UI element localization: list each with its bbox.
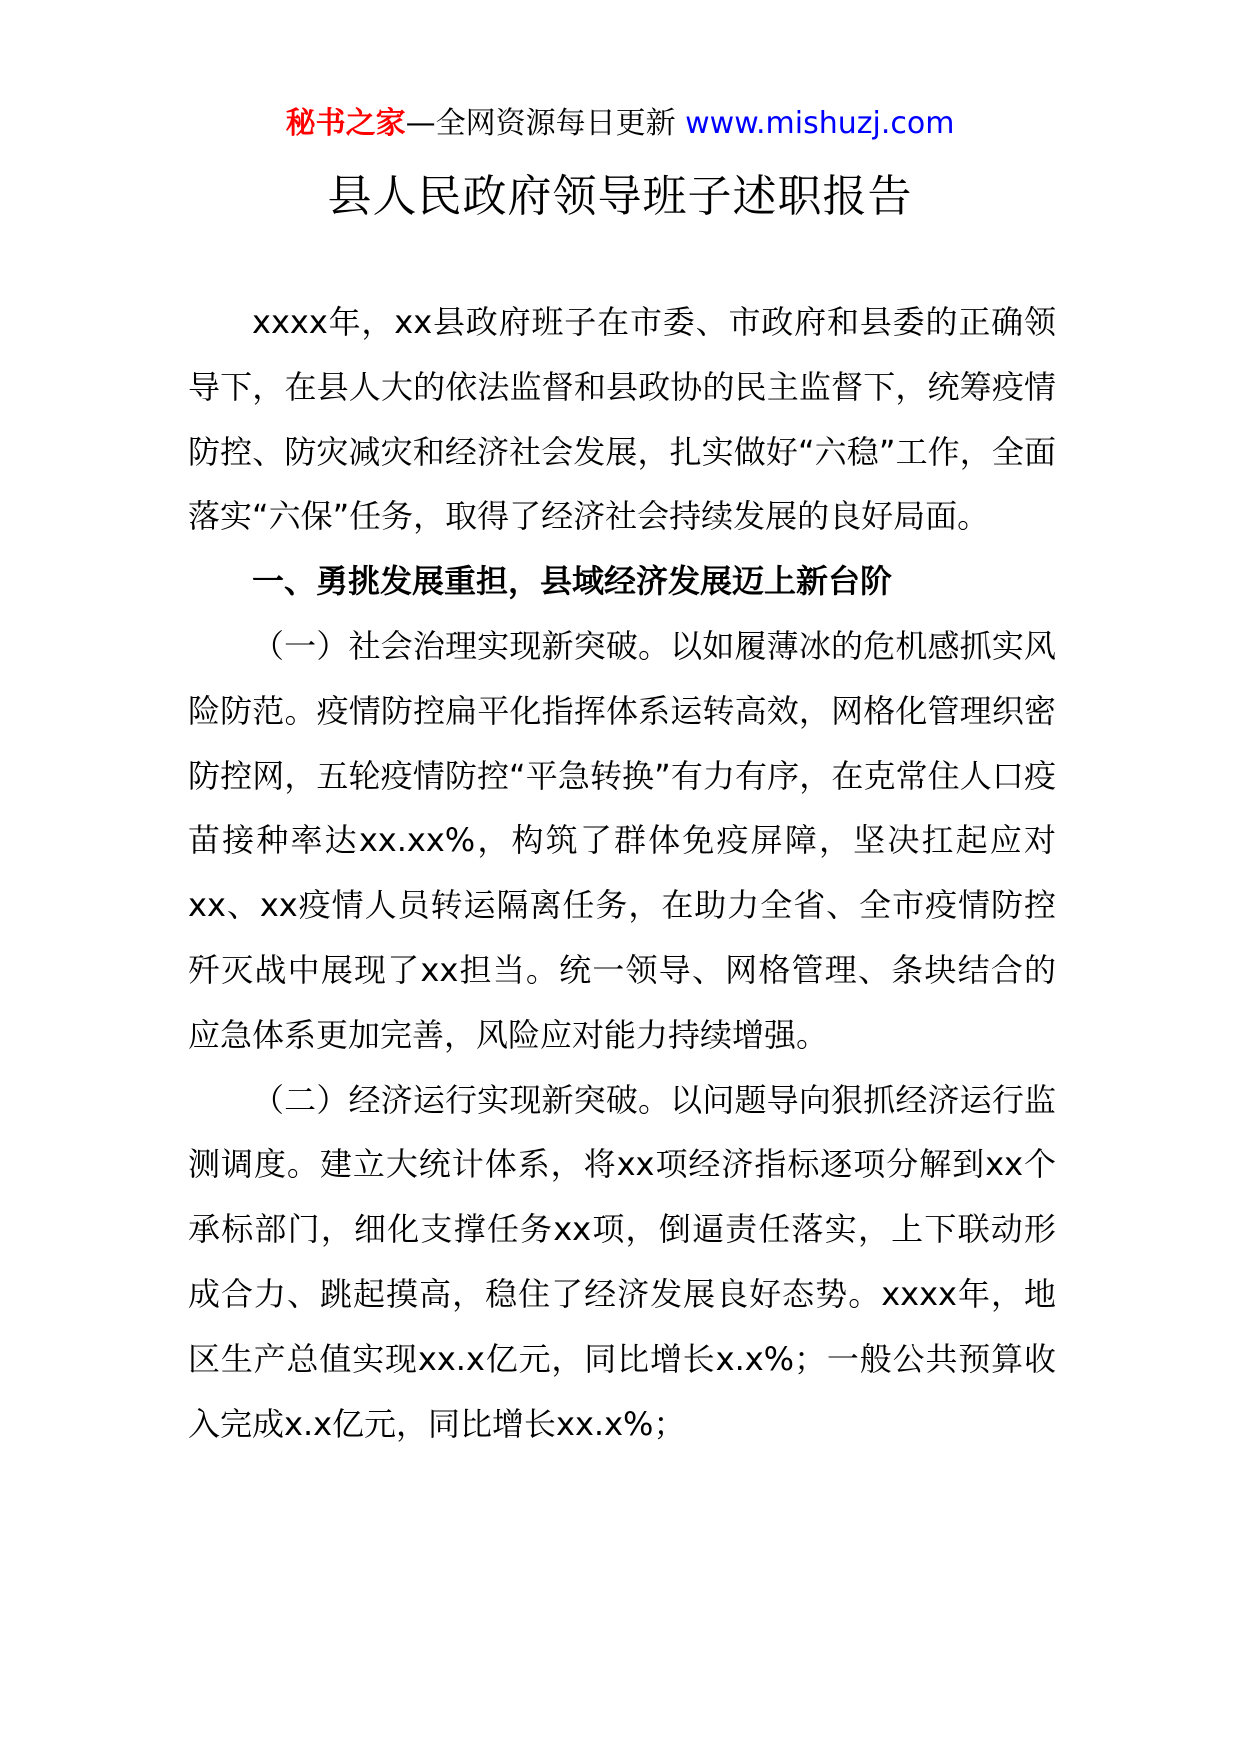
paragraph-social-governance: （一）社会治理实现新突破。以如履薄冰的危机感抓实风险防范。疫情防控扁平化指挥体系运转高效，网格化管理织密防控网，五轮疫情防控“平急转换”有力有序，在克常住人口疫苗接种率达xx.xx%，构筑了群体免疫屏障，坚决扛起应对xx、xx疫情人员转运隔离任务，在助力全省、全市疫情防控歼灭战中展现了xx担当。统一领导、网格管理、条块结合的应急体系更加完善，风险应对能力持续增强。 xyxy=(188,626,1056,1054)
document-title: 县人民政府领导班子述职报告 xyxy=(327,171,913,222)
site-brand: 秘书之家 xyxy=(285,106,406,141)
site-tagline: —全网资源每日更新 xyxy=(405,106,686,141)
site-header xyxy=(0,102,1240,146)
document-body xyxy=(188,290,1056,1456)
section-heading-1: 一、勇挑发展重担，县域经济发展迈上新台阶 xyxy=(252,562,893,601)
site-url-link[interactable]: www.mishuzj.com xyxy=(685,106,955,141)
intro-paragraph: xxxx年，xx县政府班子在市委、市政府和县委的正确领导下，在县人大的依法监督和县政协的民主监督下，统筹疫情防控、防灾减灾和经济社会发展，扎实做好“六稳”工作，全面落实“六保”任务，取得了经济社会持续发展的良好局面。 xyxy=(188,303,1056,536)
paragraph-economic-operation: （二）经济运行实现新突破。以问题导向狠抓经济运行监测调度。建立大统计体系，将xx项经济指标逐项分解到xx个承标部门，细化支撑任务xx项，倒逼责任落实，上下联动形成合力、跳起摸高，稳住了经济发展良好态势。xxxx年，地区生产总值实现xx.x亿元，同比增长x.x%；一般公共预算收入完成x.x亿元，同比增长xx.x%； xyxy=(188,1080,1056,1443)
